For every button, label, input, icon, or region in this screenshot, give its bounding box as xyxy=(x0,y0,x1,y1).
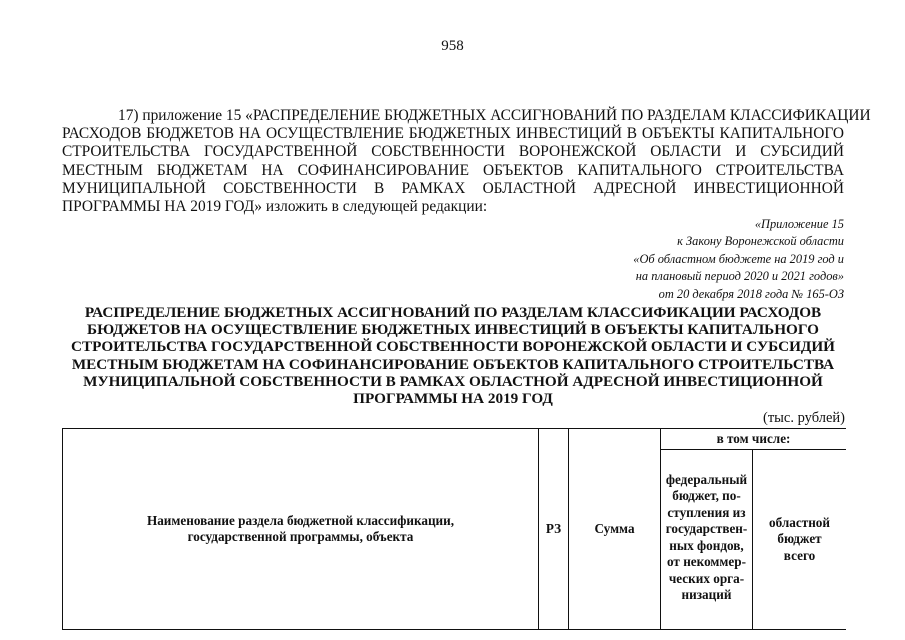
appendix-note-line: «Об областном бюджете на 2019 год и xyxy=(633,251,844,266)
title-line: МЕСТНЫМ БЮДЖЕТАМ НА СОФИНАНСИРОВАНИЕ ОБЪЕКТОВ КАПИТАЛЬНОГО СТРОИТЕЛЬСТВА xyxy=(71,355,835,373)
header-rz-cell: РЗ xyxy=(539,429,569,630)
budget-table-wrapper xyxy=(62,428,846,640)
appendix-note-line: к Закону Воронежской области xyxy=(677,234,844,249)
budget-table xyxy=(62,428,846,630)
header-regional-cell xyxy=(753,450,847,630)
intro-line: СТРОИТЕЛЬСТВА ГОСУДАРСТВЕННОЙ СОБСТВЕННОСТИ ВОРОНЕЖСКОЙ ОБЛАСТИ И СУБСИДИЙ xyxy=(62,143,844,161)
header-federal-line: ных фондов, xyxy=(669,537,744,553)
header-federal-cell xyxy=(661,450,753,630)
header-federal-line: федеральный xyxy=(665,471,748,487)
units-label: (тыс. рублей) xyxy=(763,410,845,426)
intro-line: ПРОГРАММЫ НА 2019 ГОД» изложить в следующей редакции: xyxy=(62,198,488,216)
appendix-note xyxy=(584,216,844,303)
intro-line: МУНИЦИПАЛЬНОЙ СОБСТВЕННОСТИ В РАМКАХ ОБЛАСТНОЙ АДРЕСНОЙ ИНВЕСТИЦИОННОЙ xyxy=(62,179,844,197)
title-line: БЮДЖЕТОВ НА ОСУЩЕСТВЛЕНИЕ БЮДЖЕТНЫХ ИНВЕСТИЦИЙ В ОБЪЕКТЫ КАПИТАЛЬНОГО xyxy=(87,321,819,339)
header-federal-line: ческих орга- xyxy=(668,570,745,586)
intro-paragraph xyxy=(62,107,871,216)
title-line: МУНИЦИПАЛЬНОЙ СОБСТВЕННОСТИ В РАМКАХ ОБЛАСТНОЙ АДРЕСНОЙ ИНВЕСТИЦИОННОЙ xyxy=(83,372,823,390)
table-header-row xyxy=(63,429,847,450)
header-federal-line: низаций xyxy=(681,587,732,602)
header-federal-line: государствен- xyxy=(665,521,748,536)
header-including-cell: в том числе: xyxy=(661,429,847,450)
header-name-cell xyxy=(63,429,539,630)
intro-line: РАСХОДОВ БЮДЖЕТОВ НА ОСУЩЕСТВЛЕНИЕ БЮДЖЕТНЫХ ИНВЕСТИЦИЙ В ОБЪЕКТЫ КАПИТАЛЬНОГО xyxy=(62,125,844,143)
header-regional-line: бюджет xyxy=(777,531,822,547)
title-line: РАСПРЕДЕЛЕНИЕ БЮДЖЕТНЫХ АССИГНОВАНИЙ ПО РАЗДЕЛАМ КЛАССИФИКАЦИИ РАСХОДОВ xyxy=(84,304,822,321)
header-name-line: государственной программы, объекта xyxy=(187,529,414,544)
header-regional-line: областной xyxy=(769,514,830,530)
header-federal-line: ступления из xyxy=(667,504,746,520)
document-title xyxy=(62,304,844,407)
page-number: 958 xyxy=(441,38,464,54)
title-line: ПРОГРАММЫ НА 2019 ГОД xyxy=(353,390,553,408)
header-federal-line: от некоммер- xyxy=(667,554,746,569)
appendix-note-line: «Приложение 15 xyxy=(754,217,844,231)
appendix-note-line: на плановый период 2020 и 2021 годов» xyxy=(635,269,844,284)
intro-line: МЕСТНЫМ БЮДЖЕТАМ НА СОФИНАНСИРОВАНИЕ ОБЪЕКТОВ КАПИТАЛЬНОГО СТРОИТЕЛЬСТВА xyxy=(62,161,844,179)
header-regional-line: всего xyxy=(783,547,816,563)
intro-line: 17) приложение 15 «РАСПРЕДЕЛЕНИЕ БЮДЖЕТНЫХ АССИГНОВАНИЙ ПО РАЗДЕЛАМ КЛАССИФИКАЦИИ xyxy=(118,107,871,124)
header-federal-line: бюджет, по- xyxy=(672,488,741,503)
appendix-note-line: от 20 декабря 2018 года № 165-ОЗ xyxy=(658,286,844,301)
header-name-line: Наименование раздела бюджетной классификации, xyxy=(146,512,455,528)
title-line: СТРОИТЕЛЬСТВА ГОСУДАРСТВЕННОЙ СОБСТВЕННОСТИ ВОРОНЕЖСКОЙ ОБЛАСТИ И СУБСИДИЙ xyxy=(71,338,835,356)
header-sum-cell: Сумма xyxy=(569,429,661,630)
